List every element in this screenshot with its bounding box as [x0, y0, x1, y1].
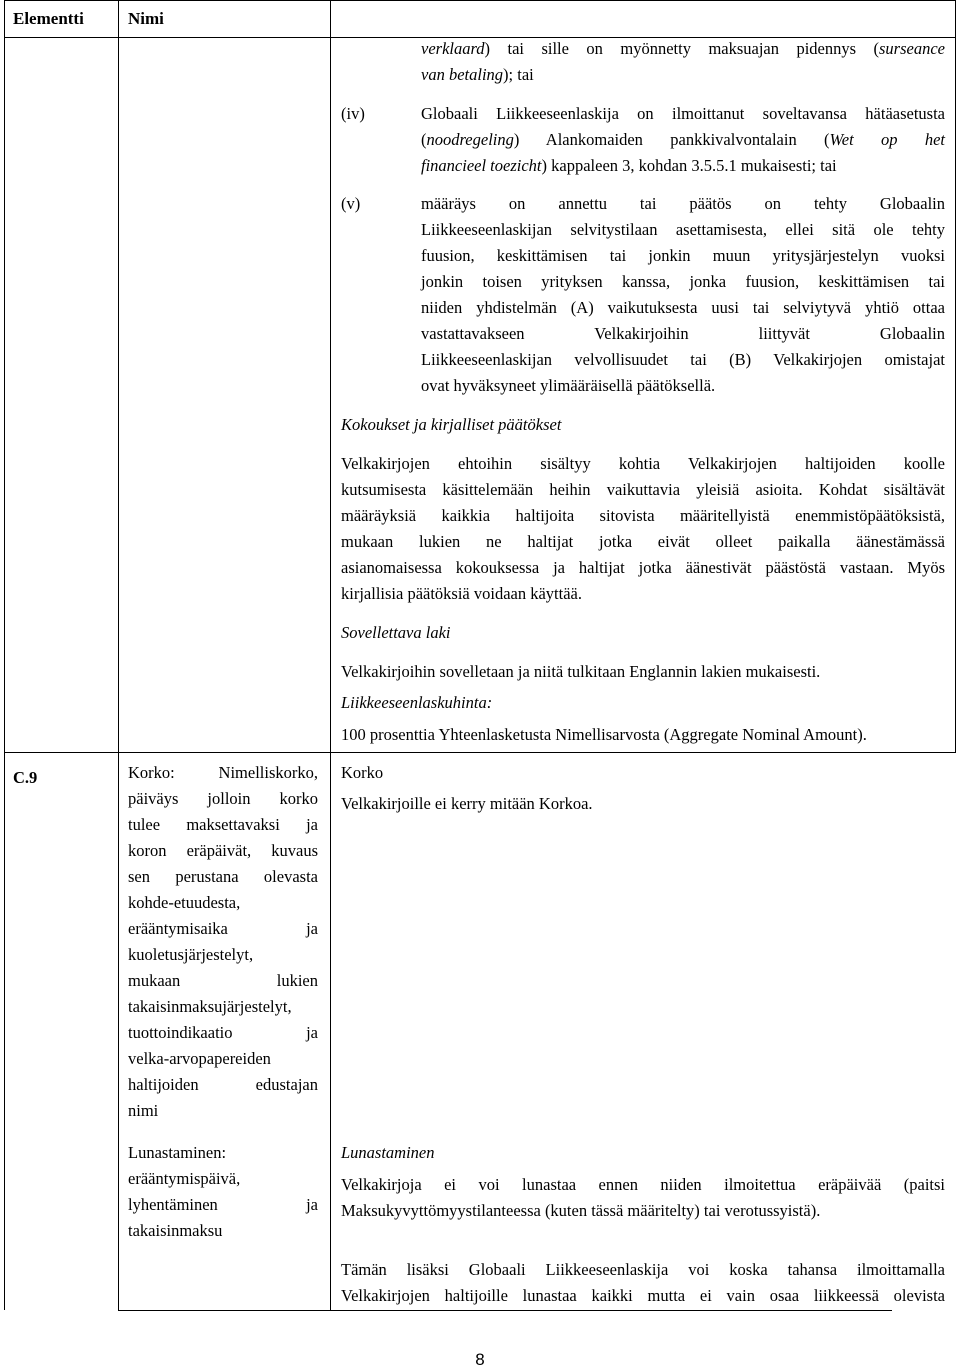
redemption-text: Velkakirjoja ei voi lunastaa ennen niiden ilmoitettua eräpäivää (paitsi Maksukyvyttömyystilanteessa (kuten tässä määritelty) tai verotussyistä).	[341, 1175, 945, 1220]
item-iii-continuation: verklaard) tai sille on myönnetty maksuajan pidennys (surseance van betaling); tai	[421, 39, 945, 84]
c9-redemption-name: Lunastaminen: erääntymispäivä, lyhentäminen ja takaisinmaksu	[128, 1143, 318, 1240]
table-border-top	[4, 0, 956, 1]
law-text: Velkakirjoihin sovelletaan ja niitä tulkitaan Englannin lakien mukaisesti.	[341, 662, 821, 681]
issue-price-text: 100 prosenttia Yhteenlasketusta Nimellisarvosta (Aggregate Nominal Amount).	[341, 725, 867, 744]
law-heading: Sovellettava laki	[341, 623, 451, 642]
item-iv-number: (iv)	[341, 104, 365, 123]
footer-rule	[118, 1310, 892, 1311]
table-border-right	[955, 0, 956, 752]
c9-element: C.9	[13, 768, 38, 787]
table-border-col2	[330, 0, 331, 1310]
table-border-left	[4, 0, 5, 1310]
header-element: Elementti	[13, 9, 84, 28]
redemption-text-2: Tämän lisäksi Globaali Liikkeeseenlaskija voi koska tahansa ilmoittamalla Velkakirjojen haltijoille lunastaa kaikki mutta ei vain osaa liikkeessä olevista	[341, 1260, 945, 1305]
page-number: 8	[475, 1350, 485, 1369]
meetings-heading: Kokoukset ja kirjalliset päätökset	[341, 415, 562, 434]
issue-price-heading: Liikkeeseenlaskuhinta:	[341, 693, 493, 712]
header-name: Nimi	[128, 9, 164, 28]
meetings-text: Velkakirjojen ehtoihin sisältyy kohtia Velkakirjojen haltijoiden koolle kutsumisesta käsittelemään heihin vaikuttavia yleisiä asioita. Kohdat sisältävät määräyksiä kaikkia haltijoita sitovista määritellyistä enemmistöpäätöksistä, mukaan lukien ne haltijat jotka eivät olleet paikalla äänestämässä asianomaisessa kokouksessa ja haltijat jotka äänestivät päästöstä vastaan. Myös kirjallisia päätöksiä voidaan käyttää.	[341, 454, 945, 603]
interest-text: Velkakirjoille ei kerry mitään Korkoa.	[341, 794, 593, 813]
redemption-heading: Lunastaminen	[341, 1143, 435, 1162]
item-v-text: määräys on annettu tai päätös on tehty Globaalin Liikkeeseenlaskijan selvitystilaan asettamisesta, ellei sitä ole tehty fuusion, keskittämisen tai jonkin muun yritysjärjestelyn vuoksi jonkin toisen yrityksen kanssa, jonka fuusion, keskittämisen tai niiden yhdistelmän (A) vaikutuksesta uusi tai selviytyvä yhtiö ottaa vastattavakseen Velkakirjoihin liittyvät Globaalin Liikkeeseenlaskijan velvollisuudet tai (B) Velkakirjojen omistajat ovat hyväksyneet ylimääräisellä päätöksellä.	[421, 194, 945, 395]
table-border-col1	[118, 0, 119, 1310]
item-v-number: (v)	[341, 194, 361, 213]
table-row-divider	[4, 752, 956, 753]
item-iv-text: Globaali Liikkeeseenlaskija on ilmoittanut soveltavansa hätäasetusta (noodregeling) Alankomaiden pankkivalvontalain (Wet op het financieel toezicht) kappaleen 3, kohdan 3.5.5.1 mukaisesti; tai	[421, 104, 945, 175]
c9-name: Korko: Nimelliskorko, päiväys jolloin korko tulee maksettavaksi ja koron eräpäivät, kuvaus sen perustana olevasta kohde-etuudesta, erääntymisaika ja kuoletusjärjestelyt, mukaan lukien takaisinmaksujärjestelyt, tuottoindikaatio ja velka-arvopapereiden haltijoiden edustajan nimi	[128, 763, 318, 1120]
interest-heading: Korko	[341, 763, 384, 782]
